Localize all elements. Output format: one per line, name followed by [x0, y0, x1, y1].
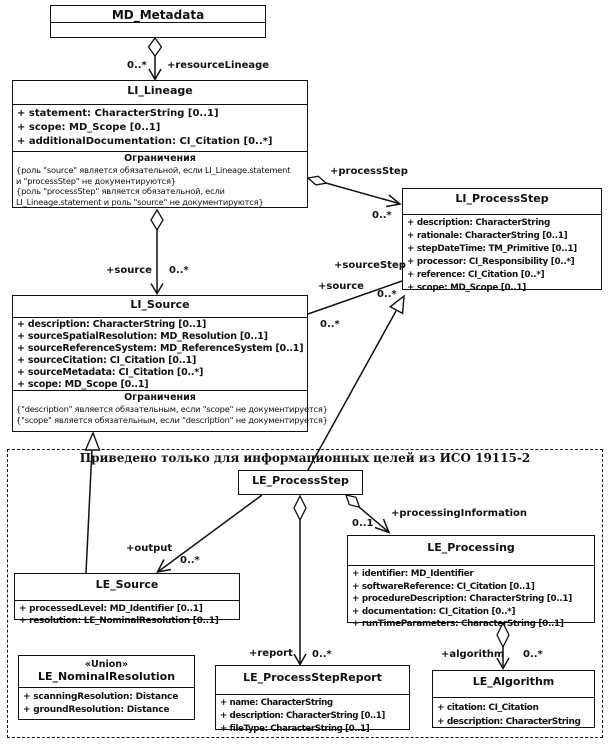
class-title: LE_Processing — [427, 541, 515, 554]
attributes — [348, 565, 594, 631]
text-line: + fileType: CharacterString [0..1] — [220, 724, 370, 734]
text-line: + sourceCitation: CI_Citation [0..1] — [17, 355, 197, 366]
role-output: +output — [126, 543, 173, 554]
constraints — [13, 151, 307, 207]
text-line: + sourceSpatialResolution: MD_Resolution [0..1] — [17, 331, 268, 342]
text-line: + additionalDocumentation: CI_Citation [0..*] — [17, 136, 273, 147]
text-line: + rationale: CharacterString [0..1] — [407, 231, 568, 241]
class-le-algorithm — [432, 670, 595, 728]
role-resource-lineage: +resourceLineage — [167, 60, 270, 71]
text-line: и "processStep" не документируются} — [16, 175, 176, 186]
text-line: {"description" является обязательным, если "scope" не документируется} — [16, 404, 328, 414]
multiplicity-resource-lineage: 0..* — [127, 60, 147, 71]
attributes — [216, 694, 409, 736]
class-md-metadata — [50, 5, 266, 38]
attributes — [433, 697, 594, 729]
edge-report — [294, 496, 306, 665]
attributes — [15, 600, 239, 627]
class-title: MD_Metadata — [111, 8, 205, 22]
multiplicity-source: 0..* — [169, 265, 189, 276]
text-line: + procedureDescription: CharacterString [0..1] — [352, 594, 572, 604]
multiplicity-source-association: 0..* — [320, 319, 340, 330]
text-line: + citation: CI_Citation — [437, 703, 539, 713]
edge-process-step — [308, 176, 400, 206]
stereotype: «Union» — [84, 659, 129, 670]
class-title: LI_ProcessStep — [455, 192, 549, 205]
text-line: + scope: MD_Scope [0..1] — [17, 379, 149, 390]
text-line: {"scope" является обязательным, если "description" не документируется} — [16, 414, 328, 425]
text-line: + stepDateTime: TM_Primitive [0..1] — [407, 244, 577, 254]
text-line: + documentation: CI_Citation [0..*] — [352, 606, 516, 617]
edge-source — [151, 210, 163, 294]
constraints-title: Ограничения — [124, 392, 196, 403]
class-title: LI_Source — [130, 298, 190, 311]
multiplicity-report: 0..* — [312, 649, 332, 660]
text-line: + description: CharacterString — [407, 218, 551, 228]
role-process-step: +processStep — [330, 166, 408, 177]
class-title: LI_Lineage — [127, 84, 193, 97]
text-line: + identifier: MD_Identifier — [352, 569, 474, 579]
text-line: {роль "processStep" является обязательной, если — [16, 186, 225, 196]
class-title: LE_NominalResolution — [37, 670, 176, 683]
informative-region-caption: Приведено только для информационных целей из ИСО 19115-2 — [79, 451, 531, 465]
class-le-processstepreport — [215, 665, 410, 734]
attributes — [403, 214, 601, 295]
constraints-title: Ограничения — [124, 153, 196, 164]
class-le-processstep — [238, 470, 363, 495]
text-line: + scope: MD_Scope [0..1] — [17, 122, 161, 133]
role-source: +source — [106, 265, 152, 276]
class-li-source — [12, 295, 328, 432]
class-title: LE_Algorithm — [472, 675, 555, 688]
constraint-lines — [13, 404, 328, 425]
class-le-nominalresolution — [18, 655, 195, 720]
class-li-processstep — [402, 188, 602, 293]
edge-output — [158, 495, 263, 572]
text-line: + description: CharacterString — [437, 716, 581, 727]
text-line: + processedLevel: MD_Identifier [0..1] — [19, 604, 203, 614]
role-report: +report — [249, 648, 293, 659]
text-line: + name: CharacterString — [220, 698, 333, 708]
empty-compartment — [51, 22, 265, 37]
class-title: LE_Source — [95, 578, 159, 591]
text-line: LI_Lineage.statement и роль "source" не документируются} — [16, 196, 264, 207]
class-li-lineage — [12, 80, 308, 208]
role-processing-information: +processingInformation — [391, 508, 528, 519]
text-line: + description: CharacterString [0..1] — [220, 711, 385, 721]
text-line: + processor: CI_Responsibility [0..*] — [407, 257, 575, 267]
text-line: + statement: CharacterString [0..1] — [17, 108, 219, 119]
text-line: {роль "source" является обязательной, если LI_Lineage.statement — [16, 165, 291, 175]
role-algorithm: +algorithm — [441, 649, 505, 660]
text-line: + resolution: LE_NominalResolution [0..1] — [19, 616, 219, 626]
attributes — [19, 687, 194, 719]
text-line: + runTimeParameters: CharacterString [0..1] — [352, 619, 564, 629]
text-line: + sourceMetadata: CI_Citation [0..*] — [17, 367, 204, 378]
class-title: LE_ProcessStep — [252, 474, 349, 487]
multiplicity-algorithm: 0..* — [523, 649, 543, 660]
text-line: + scanningResolution: Distance — [23, 692, 179, 702]
text-line: + groundResolution: Distance — [23, 705, 170, 715]
text-line: + scope: MD_Scope [0..1] — [407, 283, 526, 293]
class-title: LE_ProcessStepReport — [243, 671, 382, 684]
attributes — [13, 104, 307, 151]
attributes — [13, 317, 307, 390]
text-line: + description: CharacterString [0..1] — [17, 319, 207, 330]
multiplicity-output: 0..* — [180, 555, 200, 566]
multiplicity-source-step: 0..* — [377, 289, 397, 300]
multiplicity-processing-information: 0..1 — [352, 518, 374, 529]
role-source-association: +source — [318, 281, 364, 292]
edge-resource-lineage — [149, 38, 162, 80]
class-le-source — [14, 573, 240, 626]
role-source-step: +sourceStep — [334, 260, 406, 271]
text-line: + reference: CI_Citation [0..*] — [407, 270, 545, 280]
text-line: + sourceReferenceSystem: MD_ReferenceSystem [0..1] — [17, 343, 304, 354]
text-line: + softwareReference: CI_Citation [0..1] — [352, 581, 535, 592]
constraints — [13, 390, 328, 431]
multiplicity-process-step: 0..* — [372, 210, 392, 221]
class-le-processing — [347, 535, 595, 629]
constraint-lines — [13, 165, 307, 207]
